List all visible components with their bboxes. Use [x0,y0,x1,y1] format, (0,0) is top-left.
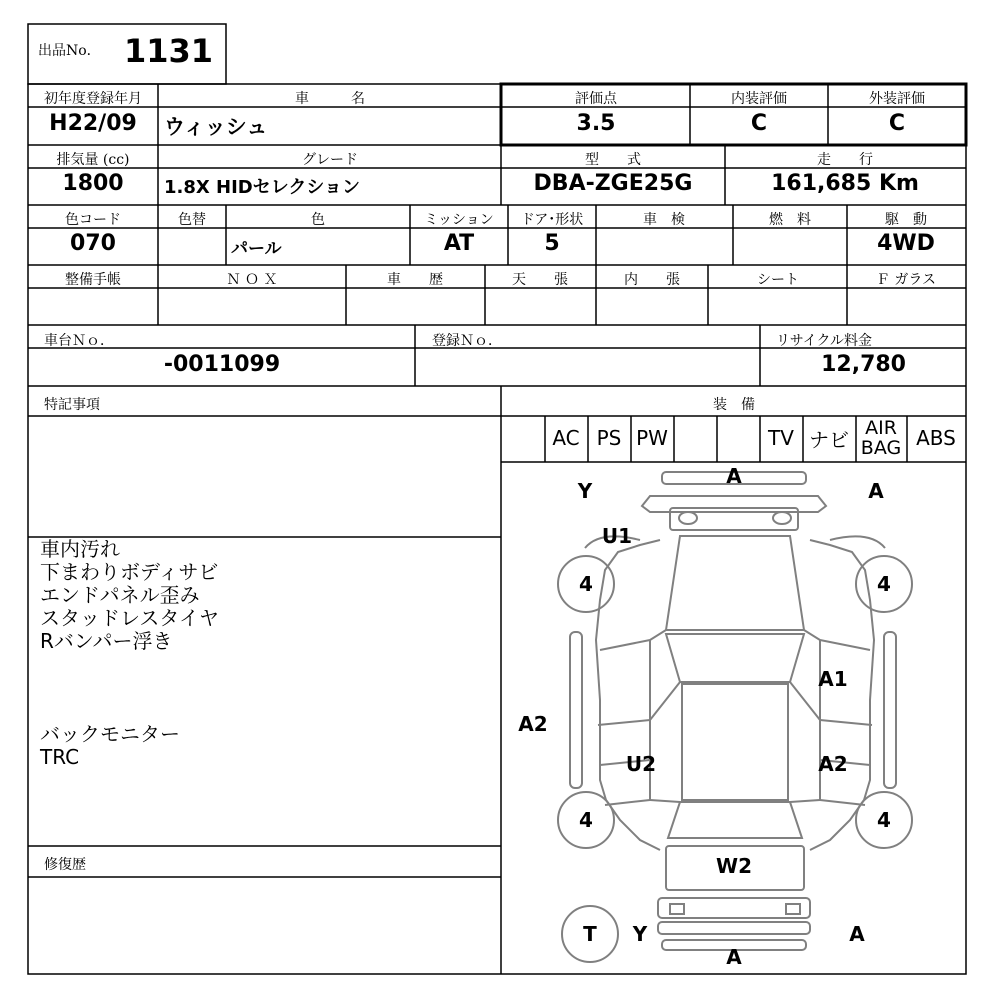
registration-label: 登録Ｎｏ． [432,333,502,349]
color-label: 色 [311,212,325,228]
note-line: スタッドレスタイヤ [40,606,219,630]
history-label: 車 歴 [387,272,443,288]
name-label: 車 名 [295,91,365,107]
note-line: 下まわりボディサビ [40,560,219,584]
note-line: Rバンパー浮き [40,629,173,653]
displacement-label: 排気量 (cc) [56,152,130,168]
equip-ps: PS [596,426,622,450]
mark-front-left: Y [577,479,593,503]
score-label: 評価点 [575,91,617,107]
drive-label: 駆 動 [885,212,927,228]
interior-value: C [750,111,768,136]
equip-pw: PW [636,426,668,450]
mileage-value: 161,685 Km [771,171,919,196]
drive-value: 4WD [877,231,935,256]
door-label: ドア･形状 [520,212,584,228]
notes-label: 特記事項 [44,397,100,413]
mark-front-bumper: A [726,464,742,488]
mark-tire-fr: 4 [877,572,891,596]
mark-tire-rl: 4 [579,808,593,832]
door-value: 5 [544,231,560,256]
notes-list-2 [40,723,180,769]
mark-rear-right: A [849,922,865,946]
mark-left-side: A2 [518,712,548,736]
equip-airbag-1: AIR [865,417,897,439]
model-label: 型 式 [585,152,641,168]
color-value: パール [231,239,282,259]
color-code-label: 色コード [65,212,121,228]
inspection-label: 車 検 [643,212,685,228]
equip-ac: AC [552,426,580,450]
mark-left-rear-door: U2 [625,752,657,776]
nox-label: Ｎ Ｏ Ｘ [226,272,278,288]
equipment-label: 装 備 [713,397,755,413]
chassis-label: 車台Ｎｏ． [44,333,114,349]
lot-number: 1131 [124,32,214,70]
mission-value: AT [443,231,475,256]
repair-label: 修復歴 [44,857,86,873]
mark-rear-left: Y [632,922,648,946]
recycle-value: 12,780 [821,352,906,377]
equip-abs: ABS [916,426,956,450]
note-line: エンドパネル歪み [40,583,200,607]
mark-tire-fl: 4 [579,572,593,596]
mission-label: ミッション [424,212,494,228]
grade-label: グレード [302,152,358,168]
note-line: TRC [40,745,80,769]
mark-right-door-front: A1 [818,667,848,691]
grade-value: 1.8X HIDセレクション [164,177,361,198]
mark-rear-bumper: A [726,945,742,969]
car-name-value: ウィッシュ [164,115,268,139]
recycle-label: リサイクル料金 [776,333,873,349]
note-line: 車内汚れ [40,537,120,561]
roof-label: 天 張 [512,272,568,288]
mark-tire-rr: 4 [877,808,891,832]
lot-label: 出品No． [38,43,101,59]
notes-list [40,538,219,653]
seat-label: シート [757,272,799,288]
repaint-label: 色替 [178,212,206,228]
fuel-label: 燃 料 [769,212,811,228]
equip-tv: TV [768,426,794,450]
exterior-value: C [888,111,906,136]
reg-value: H22/09 [49,111,137,136]
equip-airbag-2: BAG [860,437,902,459]
score-value: 3.5 [576,111,616,136]
glass-label: Ｆ ガラス [875,272,937,288]
color-code-value: 070 [70,231,116,256]
reg-label: 初年度登録年月 [44,91,142,107]
equip-navi: ナビ [809,428,849,452]
model-value: DBA-ZGE25G [533,171,693,196]
mileage-label: 走 行 [817,152,873,168]
lining-label: 内 張 [624,272,680,288]
exterior-label: 外装評価 [869,91,925,107]
note-line: バックモニター [40,722,180,746]
interior-label: 内装評価 [731,91,787,107]
mark-spare-tire: T [583,922,597,946]
chassis-value: -0011099 [163,352,281,377]
service-label: 整備手帳 [65,272,121,288]
displacement-value: 1800 [62,171,124,196]
mark-hood-left: U1 [601,524,633,548]
mark-right-rear-door: A2 [818,752,848,776]
mark-front-right: A [868,479,884,503]
mark-tailgate: W2 [716,854,752,878]
